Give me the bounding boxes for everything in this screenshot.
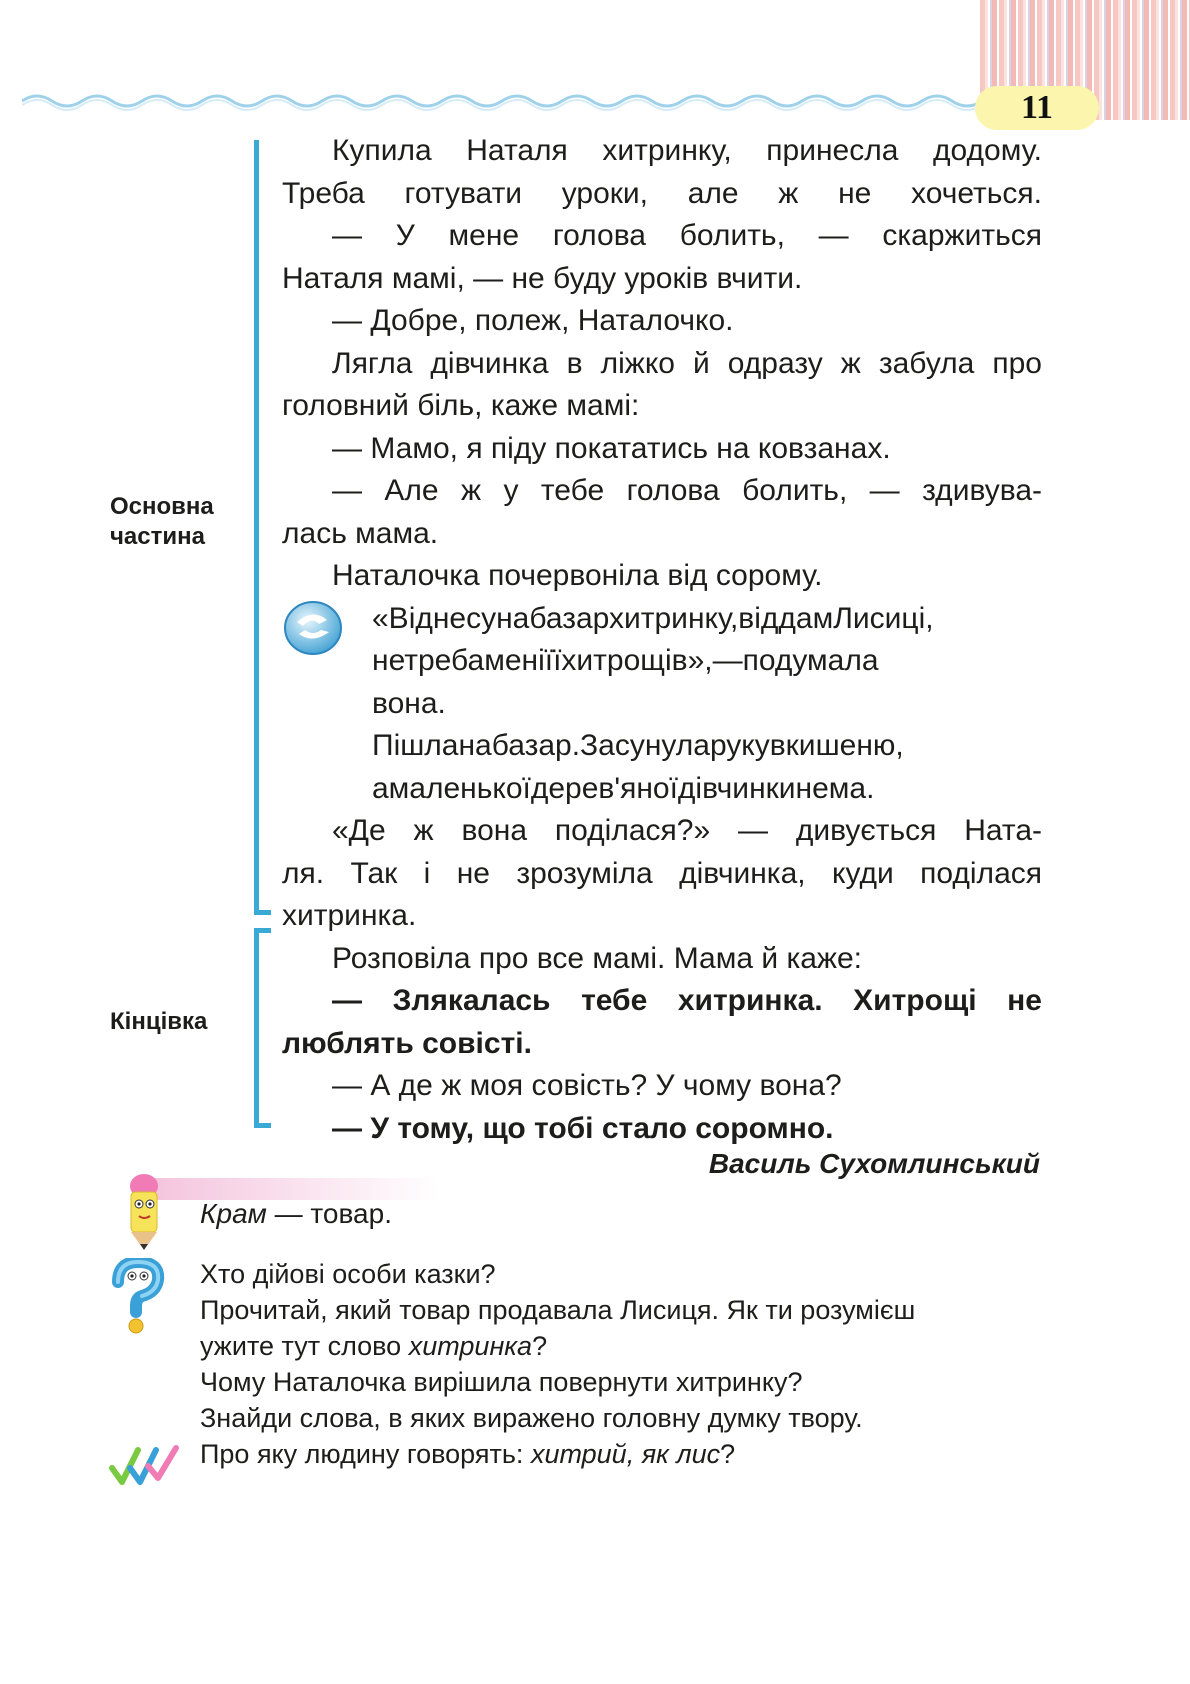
story-line: Розповіла про все мамі. Мама й каже:: [332, 941, 862, 975]
question-item: Чому Наталочка вирішила повернути хитринку?: [200, 1367, 803, 1397]
story-line: — Мамо, я піду покататись на ковзанах.: [332, 431, 891, 465]
main-part-label: Основна частина: [110, 493, 214, 550]
glossary-band: [150, 1178, 440, 1200]
page-number: 11: [975, 86, 1099, 130]
story-line: Лягла дівчинка в ліжко й одразу ж забула про: [332, 346, 1042, 380]
story-line-bold: — У тому, що тобі стало соромно.: [332, 1111, 834, 1145]
question-item: Про яку людину говорять: хитрий, як лис?: [200, 1439, 736, 1469]
pencil-glossary-icon: [124, 1172, 164, 1252]
story-line: Наталочка почервоніла від сорому.: [332, 559, 823, 592]
question-item: Хто дійові особи казки?: [200, 1259, 496, 1289]
story-line: Купила Наталя хитринку, принесла додому.: [332, 134, 1042, 167]
story-line-fast: вона.: [372, 686, 446, 720]
story-line: «Де ж вона поділася?» — дивується Ната-: [332, 814, 1042, 847]
story-line: головний біль, каже мамі:: [282, 389, 640, 422]
story-line-fast: «Віднесунабазархитринку,віддамЛисиці,: [372, 601, 934, 635]
story-line-fast: нетребаменіїїхитрощів»,—подумала: [372, 644, 879, 677]
emphasis-phrase: хитрий, як лис: [530, 1439, 721, 1469]
story-text: [282, 130, 1042, 1150]
main-part-bracket: [254, 140, 259, 915]
story-line: ля. Так і не зрозуміла дівчинка, куди поділася: [282, 856, 1042, 890]
wave-divider: [22, 90, 982, 112]
ending-bracket: [254, 928, 259, 1128]
emphasis-word: хитринка: [408, 1331, 533, 1361]
questions-list: [200, 1256, 1050, 1472]
glossary-term: Крам: [200, 1198, 267, 1229]
question-item: Прочитай, який товар продавала Лисиця. Як ти розумієш: [200, 1295, 916, 1325]
story-line-bold: — Злякалась тебе хитринка. Хитрощі не: [332, 984, 1042, 1017]
story-line: Наталя мамі, — не буду уроків вчити.: [282, 261, 803, 295]
story-line: — А де ж моя совість? У чому вона?: [332, 1069, 842, 1102]
story-line: — Добре, полеж, Наталочко.: [332, 304, 734, 337]
story-line: — У мене голова болить, — скаржиться: [332, 219, 1042, 252]
author-signature: Василь Сухомлинський: [708, 1148, 1040, 1179]
story-line: хитринка.: [282, 899, 417, 932]
question-item: Знайди слова, в яких виражено головну думку твору.: [200, 1403, 863, 1433]
story-line: лась мама.: [282, 516, 439, 550]
checkmarks-icon: [108, 1442, 182, 1488]
question-mark-icon: [108, 1258, 168, 1334]
story-line: Треба готувати уроки, але ж не хочеться.: [282, 176, 1042, 210]
question-item: ужите тут слово хитринка?: [200, 1331, 548, 1361]
ending-label: Кінцівка: [110, 1008, 208, 1035]
story-line: — Але ж у тебе голова болить, — здивува-: [332, 474, 1042, 507]
story-line-bold: люблять совісті.: [282, 1026, 532, 1060]
glossary-entry: [200, 1198, 392, 1230]
story-line-fast: амаленькоїдерев'яноїдівчинкинема.: [372, 771, 875, 805]
story-line-fast: Пішланабазар.Засунуларукувкишеню,: [372, 729, 904, 762]
glossary-definition: — товар.: [266, 1198, 392, 1229]
